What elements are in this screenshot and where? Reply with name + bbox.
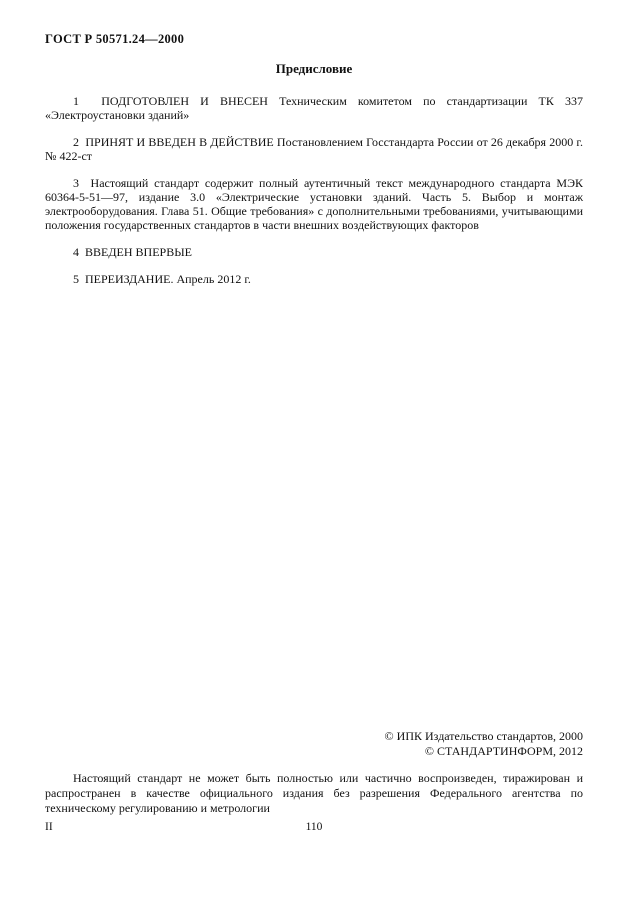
footer-page-number: 110 bbox=[305, 821, 323, 833]
preface-item-3: 3 Настоящий стандарт содержит полный аутентичный текст международного стандарта МЭК 60364-5-51—97, издание 3.0 «Электрические установки зданий. Часть 5. Выбор и монтаж электрооборудования. Глава 51. Общие требования» с дополнительными требованиями, учитывающими положения государственных стандартов в части внешних воздействующих факторов bbox=[45, 176, 583, 232]
document-number: ГОСТ Р 50571.24—2000 bbox=[45, 32, 185, 46]
copyright-block bbox=[45, 729, 583, 759]
preface-item-5: 5 ПЕРЕИЗДАНИЕ. Апрель 2012 г. bbox=[73, 272, 251, 286]
page-bottom-block bbox=[45, 729, 583, 834]
copyright-line-publisher: © ИПК Издательство стандартов, 2000 bbox=[384, 729, 583, 743]
preface-item-1: 1 ПОДГОТОВЛЕН И ВНЕСЕН Техническим комитетом по стандартизации ТК 337 «Электроустановки зданий» bbox=[45, 94, 583, 122]
page-footer bbox=[45, 820, 583, 834]
footer-page-roman: II bbox=[45, 821, 53, 833]
preface-item-2: 2 ПРИНЯТ И ВВЕДЕН В ДЕЙСТВИЕ Постановлением Госстандарта России от 26 декабря 2000 г. № 422-ст bbox=[45, 135, 583, 163]
page-title: Предисловие bbox=[275, 61, 353, 76]
preface-item-4: 4 ВВЕДЕН ВПЕРВЫЕ bbox=[73, 245, 192, 259]
preface-content bbox=[45, 32, 583, 299]
legal-notice: Настоящий стандарт не может быть полностью или частично воспроизведен, тиражирован и распространен в качестве официального издания без разрешения Федерального агентства по техническому регулированию и метрологии bbox=[45, 771, 583, 815]
copyright-line-standartinform: © СТАНДАРТИНФОРМ, 2012 bbox=[424, 744, 583, 758]
